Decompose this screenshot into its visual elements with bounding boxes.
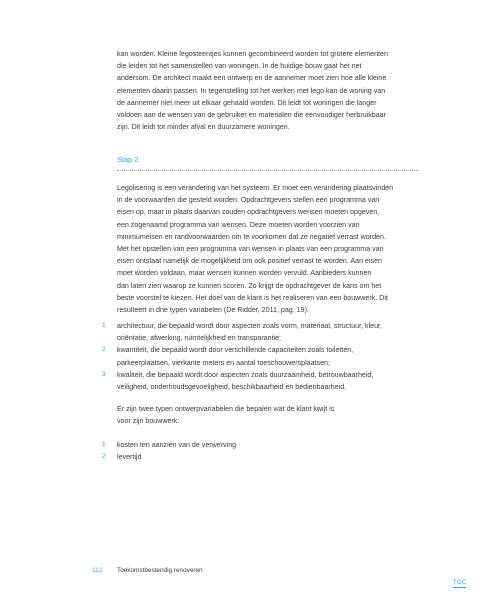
paragraph-legolisering xyxy=(117,182,417,316)
paragraph-ontwerpvariabelen xyxy=(117,403,417,427)
list-item-line: parkeerplaatsen, vierkante meters en aantal toeschouwersplaatsen; xyxy=(117,358,330,367)
paragraph-line: voldoen aan de wensen van de gebruiker en materialen die eenvoudiger herbruikbaar xyxy=(117,111,386,120)
paragraph-line: elementen daarin passen. In tegenstelling tot het werken met lego kan de woning van xyxy=(117,86,386,95)
paragraph-line: Legolisering is een verandering van het systeem. Er moet een verandering plaatsvinden xyxy=(117,184,394,192)
paragraph-line: Met het opstellen van een programma van wensen in plaats van een programma van xyxy=(117,245,384,254)
list-item-line: kosten ten aanzien van de verwerving xyxy=(117,441,237,449)
heading-divider xyxy=(117,170,419,171)
paragraph-line: resulteert in drie typen variabelen (De Ridder, 2011, pag. 19): xyxy=(117,306,309,315)
paragraph-line: moet worden voldaan, maar wensen kunnen worden vervuld. Aanbieders kunnen xyxy=(117,269,372,278)
paragraph-line: zijn. Dit leidt tot minder afval en duurzamere woningen. xyxy=(117,123,290,132)
paragraph-intro xyxy=(117,48,417,133)
page-number: 112 xyxy=(92,567,103,574)
running-footer-title: Toekomstbestendig renoveren xyxy=(117,567,203,574)
list-number: 3 xyxy=(102,370,106,378)
paragraph-line: dan laten zien waarop ze kunnen scoren. Zo krijgt de opdrachtgever de kans om het xyxy=(117,281,382,290)
list-item-line: kwantiteit, die bepaald wordt door verschillende capaciteiten zoals toiletten, xyxy=(117,346,354,355)
paragraph-line: eisen ontstaat namelijk de mogelijkheid om ook positief verrast te worden. Aan eisen xyxy=(117,257,382,266)
paragraph-line: eisen op, maar in plaats daarvan zouden opdrachtgevers wensen moeten opgeven, xyxy=(117,208,380,217)
paragraph-line: de aannemer niet meer uit elkaar gehaald worden. Dit leidt tot woningen die langer xyxy=(117,98,377,107)
paragraph-line: minimumeisen en randvoorwaarden om te voorkomen dat ze negatief verrast worden. xyxy=(117,232,386,241)
list-number: 2 xyxy=(102,346,106,354)
list-item-line: levertijd xyxy=(117,453,142,462)
paragraph-line: die leiden tot het samenstellen van woningen. In de huidige bouw gaat het net xyxy=(117,62,362,71)
list-item-line: architectuur, die bepaald wordt door aspecten zoals vorm, materiaal, structuur, kleur, xyxy=(117,322,382,330)
paragraph-line: voor zijn bouwwerk: xyxy=(117,417,180,426)
list-number: 1 xyxy=(102,322,106,329)
paragraph-line: in de voorwaarden die gesteld worden. Opdrachtgevers stellen een programma van xyxy=(117,196,380,205)
paragraph-line: Er zijn twee typen ontwerpvariabelen die bepalen wat de klant kwijt is xyxy=(117,405,335,413)
list-number: 2 xyxy=(102,453,106,461)
section-heading: Stap 2 xyxy=(117,155,139,164)
list-item-line: veiligheid, onderhoudsgevoeligheid, beschikbaarheid en bedienbaarheid. xyxy=(117,383,347,391)
list-number: 1 xyxy=(102,441,106,448)
paragraph-line: beste voorstel te kiezen. Het doel van de klant is het realiseren van een bouwwerk. Dit xyxy=(117,293,388,302)
paragraph-line: kan worden. Kleine legosteentjes kunnen gecombineerd worden tot grotere elementen xyxy=(117,50,388,58)
list-item-line: kwaliteit, die bepaald wordt door aspecten zoals duurzaamheid, betrouwbaarheid, xyxy=(117,370,374,379)
paragraph-line: andersom. De architect maakt een ontwerp en de aannemer moet zien hoe alle kleine xyxy=(117,74,387,83)
list-item-line: oriëntatie, afwerking, ruimtelijkheid en transparantie; xyxy=(117,334,282,343)
toc-link[interactable]: TOC xyxy=(453,580,467,586)
paragraph-line: een zogenaamd programma van wensen. Deze moeten worden voorzien van xyxy=(117,220,360,229)
